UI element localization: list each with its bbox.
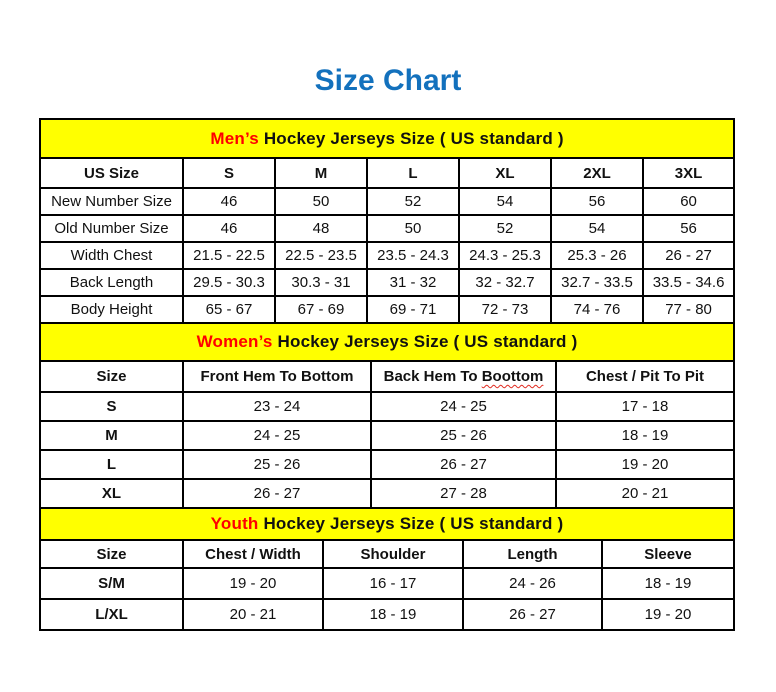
cell-value: 18 - 19 <box>602 568 734 599</box>
column-header: Chest / Pit To Pit <box>556 361 734 392</box>
youth-section-highlight: Youth <box>210 514 259 533</box>
cell-value: 54 <box>459 188 551 215</box>
row-label: L <box>40 450 183 479</box>
cell-value: 26 - 27 <box>183 479 371 508</box>
youth-column-header-row <box>40 540 734 568</box>
cell-value: 29.5 - 30.3 <box>183 269 275 296</box>
mens-section-highlight: Men’s <box>210 128 259 148</box>
column-header-misspelled <box>371 361 556 392</box>
row-label: New Number Size <box>40 188 183 215</box>
column-header-prefix: Back Hem To <box>383 368 482 385</box>
cell-value: 20 - 21 <box>556 479 734 508</box>
cell-value: 77 - 80 <box>643 296 734 323</box>
column-header: Front Hem To Bottom <box>183 361 371 392</box>
column-header: Shoulder <box>323 540 463 568</box>
cell-value: 46 <box>183 188 275 215</box>
table-row <box>40 188 734 215</box>
cell-value: 26 - 27 <box>463 599 602 630</box>
page-title: Size Chart <box>314 64 462 97</box>
womens-section-highlight: Women’s <box>196 332 273 351</box>
row-label: Old Number Size <box>40 215 183 242</box>
row-label: S <box>40 392 183 421</box>
table-row <box>40 296 734 323</box>
table-row <box>40 269 734 296</box>
row-label: S/M <box>40 568 183 599</box>
column-header: 3XL <box>643 158 734 188</box>
cell-value: 56 <box>551 188 643 215</box>
cell-value: 25 - 26 <box>183 450 371 479</box>
cell-value: 19 - 20 <box>556 450 734 479</box>
column-header: Size <box>40 361 183 392</box>
cell-value: 67 - 69 <box>275 296 367 323</box>
cell-value: 27 - 28 <box>371 479 556 508</box>
cell-value: 33.5 - 34.6 <box>643 269 734 296</box>
cell-value: 25 - 26 <box>371 421 556 450</box>
size-tables <box>39 118 733 631</box>
table-row <box>40 479 734 508</box>
womens-section-header <box>40 323 734 361</box>
cell-value: 54 <box>551 215 643 242</box>
table-row <box>40 568 734 599</box>
cell-value: 26 - 27 <box>643 242 734 269</box>
column-header: M <box>275 158 367 188</box>
row-label: Back Length <box>40 269 183 296</box>
youth-section-header <box>40 508 734 540</box>
cell-value: 20 - 21 <box>183 599 323 630</box>
row-label: L/XL <box>40 599 183 630</box>
row-label: XL <box>40 479 183 508</box>
cell-value: 52 <box>459 215 551 242</box>
table-row <box>40 392 734 421</box>
misspelled-word-spellcheck: Boottom <box>481 368 544 385</box>
cell-value: 24 - 25 <box>371 392 556 421</box>
cell-value: 17 - 18 <box>556 392 734 421</box>
cell-value: 31 - 32 <box>367 269 459 296</box>
womens-section-title-rest: Hockey Jerseys Size ( US standard ) <box>272 332 578 351</box>
cell-value: 30.3 - 31 <box>275 269 367 296</box>
cell-value: 18 - 19 <box>323 599 463 630</box>
column-header: US Size <box>40 158 183 188</box>
cell-value: 52 <box>367 188 459 215</box>
column-header: L <box>367 158 459 188</box>
cell-value: 69 - 71 <box>367 296 459 323</box>
table-row <box>40 242 734 269</box>
mens-section-header <box>40 119 734 158</box>
cell-value: 25.3 - 26 <box>551 242 643 269</box>
cell-value: 72 - 73 <box>459 296 551 323</box>
cell-value: 24 - 26 <box>463 568 602 599</box>
cell-value: 24.3 - 25.3 <box>459 242 551 269</box>
cell-value: 19 - 20 <box>183 568 323 599</box>
row-label: Width Chest <box>40 242 183 269</box>
row-label: Body Height <box>40 296 183 323</box>
womens-column-header-row <box>40 361 734 392</box>
cell-value: 74 - 76 <box>551 296 643 323</box>
cell-value: 60 <box>643 188 734 215</box>
table-row <box>40 599 734 630</box>
cell-value: 46 <box>183 215 275 242</box>
cell-value: 48 <box>275 215 367 242</box>
column-header: 2XL <box>551 158 643 188</box>
cell-value: 50 <box>367 215 459 242</box>
cell-value: 32 - 32.7 <box>459 269 551 296</box>
column-header: Size <box>40 540 183 568</box>
cell-value: 23.5 - 24.3 <box>367 242 459 269</box>
row-label: M <box>40 421 183 450</box>
cell-value: 16 - 17 <box>323 568 463 599</box>
mens-size-table <box>39 118 735 324</box>
womens-size-table <box>39 322 735 509</box>
table-row <box>40 450 734 479</box>
table-row <box>40 215 734 242</box>
cell-value: 65 - 67 <box>183 296 275 323</box>
cell-value: 22.5 - 23.5 <box>275 242 367 269</box>
youth-size-table <box>39 507 735 631</box>
cell-value: 21.5 - 22.5 <box>183 242 275 269</box>
column-header: Chest / Width <box>183 540 323 568</box>
table-row <box>40 421 734 450</box>
mens-column-header-row <box>40 158 734 188</box>
column-header: S <box>183 158 275 188</box>
column-header: XL <box>459 158 551 188</box>
cell-value: 56 <box>643 215 734 242</box>
cell-value: 19 - 20 <box>602 599 734 630</box>
cell-value: 24 - 25 <box>183 421 371 450</box>
cell-value: 50 <box>275 188 367 215</box>
column-header: Length <box>463 540 602 568</box>
cell-value: 18 - 19 <box>556 421 734 450</box>
column-header: Sleeve <box>602 540 734 568</box>
mens-section-title-rest: Hockey Jerseys Size ( US standard ) <box>258 128 564 148</box>
youth-section-title-rest: Hockey Jerseys Size ( US standard ) <box>258 514 564 533</box>
cell-value: 32.7 - 33.5 <box>551 269 643 296</box>
cell-value: 26 - 27 <box>371 450 556 479</box>
cell-value: 23 - 24 <box>183 392 371 421</box>
